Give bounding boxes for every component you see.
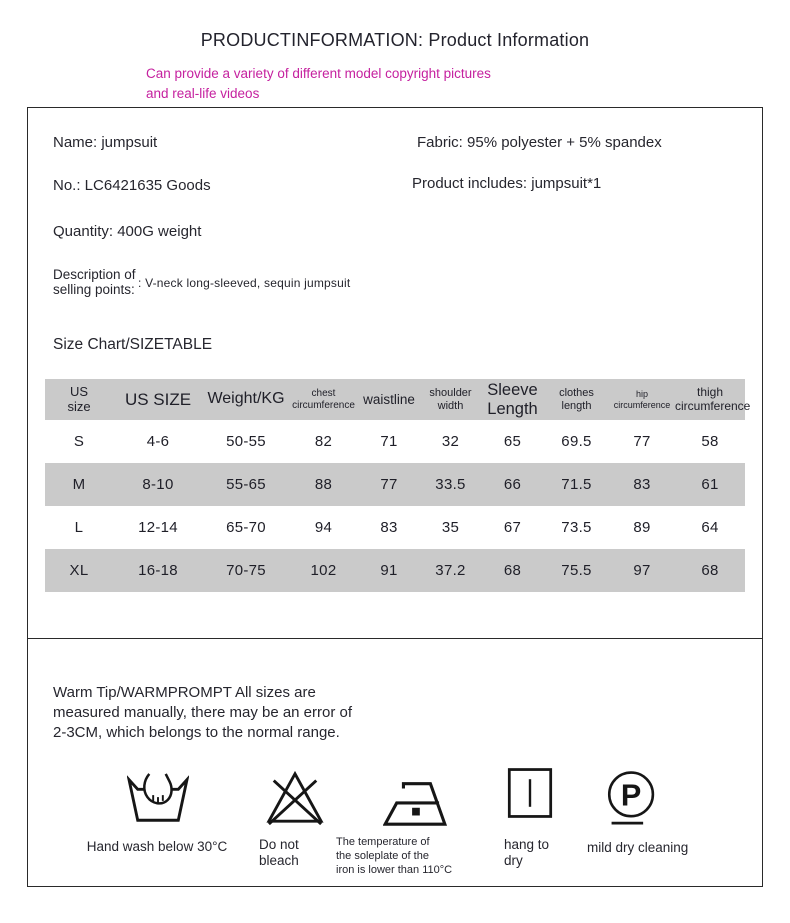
care-label-dry-clean: mild dry cleaning [587, 840, 689, 855]
cell: 77 [633, 433, 651, 450]
cell: 67 [503, 519, 522, 536]
column-header-waistline: waistline [358, 379, 420, 420]
care-label-do-not-bleach: Do not bleach [259, 837, 299, 868]
cell: 66 [503, 476, 522, 493]
cell: 55-65 [226, 476, 266, 493]
column-header-us-size: US size [45, 379, 113, 420]
cell: 83 [380, 519, 398, 536]
size-row-l [45, 506, 745, 549]
cell: 65 [503, 433, 522, 450]
column-header-us-size-caps: US SIZE [113, 379, 203, 420]
size-table-wrapper [45, 379, 751, 592]
size-row-s [45, 420, 745, 463]
hang-to-dry-icon [507, 767, 553, 824]
cell: 75.5 [561, 562, 592, 579]
cell: 64 [701, 519, 719, 536]
cell: 83 [633, 476, 651, 493]
cell: 50-55 [226, 433, 266, 450]
column-header-hip: hip circumference [609, 379, 675, 420]
column-header-weight: Weight/KG [203, 379, 289, 420]
product-details-section [28, 108, 762, 639]
mild-dry-cleaning-icon [606, 770, 658, 833]
marketing-note: Can provide a variety of different model copyright pictures and real-life videos [146, 66, 491, 101]
size-row-m [45, 463, 745, 506]
cell: 73.5 [561, 519, 592, 536]
hand-wash-icon [127, 771, 189, 832]
cell: 32 [441, 433, 460, 450]
cell: 71.5 [561, 476, 592, 493]
cell: 68 [701, 562, 719, 579]
cell: 58 [701, 433, 719, 450]
product-number: No.: LC6421635 Goods [53, 177, 211, 194]
warm-tip-text: Warm Tip/WARMPROMPT All sizes are measured manually, there may be an error of 2-3CM, which belongs to the normal range. [53, 684, 353, 741]
cell: 65-70 [226, 519, 266, 536]
care-label-hang-dry: hang to dry [504, 837, 550, 868]
cell: M [72, 476, 86, 493]
cell: 61 [701, 476, 719, 493]
cell: 94 [314, 519, 333, 536]
cell: 88 [314, 476, 333, 493]
product-name: Name: jumpsuit [53, 134, 158, 151]
column-header-clothes-length: clothes length [544, 379, 609, 420]
cell: 68 [503, 562, 522, 579]
cell: L [74, 519, 84, 536]
size-row-xl [45, 549, 745, 592]
cell: 89 [633, 519, 651, 536]
cell: 4-6 [146, 433, 170, 450]
product-fabric: Fabric: 95% polyester + 5% spandex [417, 134, 662, 151]
column-header-sleeve: Sleeve Length [481, 379, 544, 420]
product-quantity: Quantity: 400G weight [53, 223, 202, 240]
cell: 69.5 [561, 433, 592, 450]
cell: 71 [380, 433, 398, 450]
cell: XL [69, 562, 89, 579]
cell: 37.2 [435, 562, 466, 579]
column-header-shoulder: shoulder width [420, 379, 481, 420]
description-value: : V-neck long-sleeved, sequin jumpsuit [138, 276, 351, 290]
size-chart-heading: Size Chart/SIZETABLE [53, 336, 213, 353]
cell: 77 [380, 476, 398, 493]
product-info-panel [27, 107, 763, 887]
care-label-hand-wash: Hand wash below 30°C [86, 839, 228, 854]
column-header-chest: chest circumference [289, 379, 358, 420]
cell: 70-75 [226, 562, 266, 579]
care-label-iron: The temperature of the soleplate of the iron is lower than 110°C [336, 836, 453, 877]
product-includes: Product includes: jumpsuit*1 [412, 175, 602, 192]
column-header-thigh: thigh circumference [675, 379, 745, 420]
iron-low-temperature-icon [383, 776, 447, 833]
dry-clean-letter: P [620, 778, 642, 813]
size-table-header-row [45, 379, 745, 420]
cell: 12-14 [138, 519, 178, 536]
cell: 82 [314, 433, 333, 450]
care-section [28, 639, 762, 886]
cell: 97 [633, 562, 651, 579]
cell: S [73, 433, 85, 450]
cell: 8-10 [142, 476, 174, 493]
cell: 33.5 [435, 476, 466, 493]
cell: 102 [310, 562, 337, 579]
do-not-bleach-icon [266, 769, 324, 832]
cell: 16-18 [138, 562, 178, 579]
cell: 91 [380, 562, 398, 579]
page-title: PRODUCTINFORMATION: Product Information [200, 30, 590, 50]
size-table [45, 379, 751, 592]
cell: 35 [441, 519, 460, 536]
description-label: Description of selling points: [53, 267, 136, 297]
